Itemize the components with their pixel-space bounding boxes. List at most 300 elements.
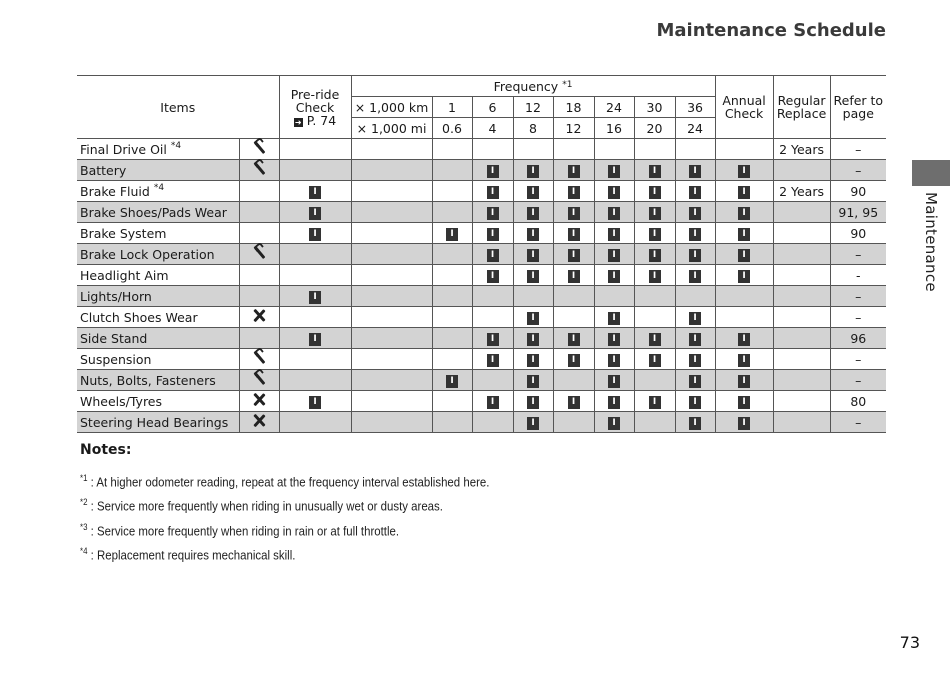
table-row bbox=[77, 265, 886, 286]
frequency-cell bbox=[472, 160, 513, 181]
frequency-cell bbox=[553, 349, 594, 370]
preride-header-line1: Pre-ride bbox=[290, 86, 340, 102]
inspect-mark-icon: I bbox=[527, 375, 539, 388]
inspect-mark-icon: I bbox=[649, 354, 661, 367]
frequency-cell bbox=[594, 412, 634, 433]
frequency-cell bbox=[513, 223, 553, 244]
inspect-mark-icon: I bbox=[608, 249, 620, 262]
frequency-cell bbox=[432, 286, 472, 307]
preride-cell bbox=[279, 328, 351, 349]
annual-check-cell bbox=[715, 181, 773, 202]
frequency-cell bbox=[472, 307, 513, 328]
inspect-mark-icon: I bbox=[309, 228, 321, 241]
frequency-cell bbox=[594, 223, 634, 244]
frequency-cell bbox=[675, 286, 715, 307]
refer-page-cell: 80 bbox=[830, 391, 886, 412]
frequency-cell bbox=[594, 139, 634, 160]
inspect-mark-icon: I bbox=[649, 396, 661, 409]
frequency-cell bbox=[553, 202, 594, 223]
frequency-cell bbox=[594, 349, 634, 370]
frequency-cell bbox=[675, 307, 715, 328]
frequency-cell bbox=[634, 223, 675, 244]
frequency-cell bbox=[634, 328, 675, 349]
frequency-cell bbox=[472, 328, 513, 349]
annual-check-cell bbox=[715, 202, 773, 223]
section-label: Maintenance bbox=[922, 192, 940, 292]
refer-page-cell: – bbox=[830, 349, 886, 370]
item-note-mark: *4 bbox=[153, 182, 165, 193]
item-name: Steering Head Bearings bbox=[77, 412, 239, 433]
unit-spacer-cell bbox=[351, 160, 432, 181]
skill-icon-cell bbox=[239, 412, 279, 433]
skill-icon-cell bbox=[239, 139, 279, 160]
inspect-mark-icon: I bbox=[738, 186, 750, 199]
frequency-cell bbox=[675, 139, 715, 160]
notes-list bbox=[80, 468, 489, 565]
frequency-cell bbox=[675, 349, 715, 370]
regular-replace-cell bbox=[773, 328, 830, 349]
frequency-cell bbox=[634, 286, 675, 307]
item-name: Brake Shoes/Pads Wear bbox=[77, 202, 239, 223]
frequency-cell bbox=[513, 139, 553, 160]
regular-replace-cell bbox=[773, 265, 830, 286]
inspect-mark-icon: I bbox=[608, 333, 620, 346]
unit-spacer-cell bbox=[351, 265, 432, 286]
inspect-mark-icon: I bbox=[568, 354, 580, 367]
inspect-mark-icon: I bbox=[649, 270, 661, 283]
regular-replace-cell bbox=[773, 307, 830, 328]
table-row bbox=[77, 223, 886, 244]
mi-interval-header: 0.6 bbox=[432, 118, 472, 139]
annual-check-cell bbox=[715, 244, 773, 265]
note-line: $^{*3}$ : Service more frequently when riding in rain or at full throttle. bbox=[80, 521, 400, 538]
page-number: 73 bbox=[899, 633, 920, 652]
frequency-cell bbox=[675, 391, 715, 412]
inspect-mark-icon: I bbox=[689, 354, 701, 367]
frequency-cell bbox=[472, 265, 513, 286]
frequency-cell bbox=[513, 307, 553, 328]
inspect-mark-icon: I bbox=[487, 249, 499, 262]
table-row bbox=[77, 181, 886, 202]
inspect-mark-icon: I bbox=[689, 270, 701, 283]
refer-page-cell: – bbox=[830, 160, 886, 181]
km-interval-header: 12 bbox=[513, 97, 553, 118]
item-name: Nuts, Bolts, Fasteners bbox=[77, 370, 239, 391]
table-row bbox=[77, 391, 886, 412]
frequency-cell bbox=[675, 412, 715, 433]
mi-interval-header: 12 bbox=[553, 118, 594, 139]
frequency-cell bbox=[432, 307, 472, 328]
note-line: $^{*4}$ : Replacement requires mechanical skill. bbox=[80, 545, 296, 563]
inspect-mark-icon: I bbox=[527, 354, 539, 367]
inspect-mark-icon: I bbox=[738, 417, 750, 430]
frequency-cell bbox=[634, 181, 675, 202]
inspect-mark-icon: I bbox=[527, 207, 539, 220]
regular-replace-cell bbox=[773, 370, 830, 391]
regular-replace-cell bbox=[773, 349, 830, 370]
frequency-cell bbox=[634, 265, 675, 286]
frequency-cell bbox=[675, 223, 715, 244]
frequency-cell bbox=[513, 286, 553, 307]
mi-interval-header: 24 bbox=[675, 118, 715, 139]
frequency-cell bbox=[553, 265, 594, 286]
frequency-cell bbox=[675, 181, 715, 202]
notes-title: Notes: bbox=[80, 442, 132, 458]
inspect-mark-icon: I bbox=[527, 312, 539, 325]
mi-interval-header: 16 bbox=[594, 118, 634, 139]
maintenance-schedule-table bbox=[77, 75, 886, 433]
km-interval-header: 36 bbox=[675, 97, 715, 118]
skill-icon-cell bbox=[239, 223, 279, 244]
inspect-mark-icon: I bbox=[527, 228, 539, 241]
table-row bbox=[77, 139, 886, 160]
crossed-tools-icon bbox=[252, 392, 266, 406]
regular-replace-cell bbox=[773, 412, 830, 433]
skill-icon-cell bbox=[239, 244, 279, 265]
frequency-cell bbox=[634, 349, 675, 370]
frequency-header: Frequency $^{*1}$ bbox=[351, 76, 715, 97]
frequency-cell bbox=[553, 328, 594, 349]
inspect-mark-icon: I bbox=[738, 228, 750, 241]
inspect-mark-icon: I bbox=[649, 207, 661, 220]
inspect-mark-icon: I bbox=[738, 333, 750, 346]
unit-spacer-cell bbox=[351, 370, 432, 391]
frequency-cell bbox=[513, 160, 553, 181]
inspect-mark-icon: I bbox=[608, 375, 620, 388]
inspect-mark-icon: I bbox=[568, 165, 580, 178]
inspect-mark-icon: I bbox=[649, 186, 661, 199]
unit-spacer-cell bbox=[351, 181, 432, 202]
skill-icon-cell bbox=[239, 307, 279, 328]
inspect-mark-icon: I bbox=[309, 186, 321, 199]
frequency-cell bbox=[432, 244, 472, 265]
frequency-cell bbox=[594, 328, 634, 349]
frequency-cell bbox=[432, 202, 472, 223]
frequency-cell bbox=[472, 349, 513, 370]
frequency-cell bbox=[675, 244, 715, 265]
inspect-mark-icon: I bbox=[309, 333, 321, 346]
skill-icon-cell bbox=[239, 328, 279, 349]
refer-page-cell: – bbox=[830, 244, 886, 265]
inspect-mark-icon: I bbox=[649, 333, 661, 346]
inspect-mark-icon: I bbox=[689, 417, 701, 430]
inspect-mark-icon: I bbox=[487, 228, 499, 241]
annual-check-cell bbox=[715, 349, 773, 370]
preride-cell bbox=[279, 286, 351, 307]
annual-check-cell bbox=[715, 412, 773, 433]
item-name: Clutch Shoes Wear bbox=[77, 307, 239, 328]
refer-page-cell: 90 bbox=[830, 181, 886, 202]
inspect-mark-icon: I bbox=[446, 375, 458, 388]
item-name: Brake System bbox=[77, 223, 239, 244]
frequency-cell bbox=[513, 265, 553, 286]
km-interval-header: 18 bbox=[553, 97, 594, 118]
km-interval-header: 6 bbox=[472, 97, 513, 118]
mi-interval-header: 8 bbox=[513, 118, 553, 139]
preride-header-line2: Check bbox=[295, 99, 335, 115]
frequency-cell bbox=[472, 181, 513, 202]
skill-icon-cell bbox=[239, 181, 279, 202]
frequency-cell bbox=[472, 391, 513, 412]
inspect-mark-icon: I bbox=[689, 396, 701, 409]
item-name: Lights/Horn bbox=[77, 286, 239, 307]
inspect-mark-icon: I bbox=[689, 165, 701, 178]
frequency-cell bbox=[513, 412, 553, 433]
preride-cell bbox=[279, 223, 351, 244]
inspect-mark-icon: I bbox=[608, 396, 620, 409]
annual-check-cell bbox=[715, 328, 773, 349]
table-row bbox=[77, 412, 886, 433]
inspect-mark-icon: I bbox=[689, 207, 701, 220]
mi-interval-header: 20 bbox=[634, 118, 675, 139]
frequency-cell bbox=[513, 202, 553, 223]
frequency-cell bbox=[594, 307, 634, 328]
inspect-mark-icon: I bbox=[487, 270, 499, 283]
refer-page-cell: 90 bbox=[830, 223, 886, 244]
frequency-cell bbox=[553, 223, 594, 244]
preride-cell bbox=[279, 139, 351, 160]
frequency-cell bbox=[432, 139, 472, 160]
frequency-cell bbox=[513, 391, 553, 412]
frequency-cell bbox=[513, 328, 553, 349]
inspect-mark-icon: I bbox=[689, 333, 701, 346]
unit-spacer-cell bbox=[351, 412, 432, 433]
inspect-mark-icon: I bbox=[527, 333, 539, 346]
frequency-cell bbox=[472, 286, 513, 307]
preride-cell bbox=[279, 181, 351, 202]
annual-check-cell bbox=[715, 139, 773, 160]
inspect-mark-icon: I bbox=[568, 333, 580, 346]
inspect-mark-icon: I bbox=[649, 165, 661, 178]
note-line: $^{*1}$ : At higher odometer reading, repeat at the frequency interval established here. bbox=[80, 473, 490, 490]
frequency-cell bbox=[553, 286, 594, 307]
frequency-cell bbox=[634, 370, 675, 391]
refer-page-cell: 91, 95 bbox=[830, 202, 886, 223]
frequency-cell bbox=[634, 202, 675, 223]
page-title: Maintenance Schedule bbox=[656, 20, 886, 41]
frequency-cell bbox=[634, 139, 675, 160]
wrench-icon bbox=[252, 140, 266, 154]
frequency-cell bbox=[594, 181, 634, 202]
item-name: Headlight Aim bbox=[77, 265, 239, 286]
preride-page-ref[interactable]: P. 74 bbox=[306, 112, 337, 128]
frequency-cell bbox=[513, 370, 553, 391]
unit-spacer-cell bbox=[351, 202, 432, 223]
items-header: Items bbox=[77, 76, 279, 139]
section-tab bbox=[912, 160, 950, 186]
frequency-note-mark: *1 bbox=[562, 79, 573, 90]
table-row bbox=[77, 307, 886, 328]
annual-check-cell bbox=[715, 286, 773, 307]
inspect-mark-icon: I bbox=[608, 417, 620, 430]
table-row bbox=[77, 286, 886, 307]
refer-page-cell: – bbox=[830, 139, 886, 160]
inspect-mark-icon: I bbox=[309, 207, 321, 220]
preride-cell bbox=[279, 160, 351, 181]
frequency-cell bbox=[594, 370, 634, 391]
inspect-mark-icon: I bbox=[608, 186, 620, 199]
skill-icon-cell bbox=[239, 370, 279, 391]
frequency-cell bbox=[432, 391, 472, 412]
unit-spacer-cell bbox=[351, 286, 432, 307]
refer-page-header: Refer to page bbox=[830, 76, 886, 139]
skill-icon-cell bbox=[239, 391, 279, 412]
inspect-mark-icon: I bbox=[608, 354, 620, 367]
skill-icon-cell bbox=[239, 349, 279, 370]
frequency-cell bbox=[594, 202, 634, 223]
regular-replace-cell: 2 Years bbox=[773, 139, 830, 160]
frequency-cell bbox=[432, 349, 472, 370]
frequency-cell bbox=[432, 265, 472, 286]
item-name: Brake Lock Operation bbox=[77, 244, 239, 265]
inspect-mark-icon: I bbox=[568, 186, 580, 199]
frequency-cell bbox=[634, 244, 675, 265]
inspect-mark-icon: I bbox=[487, 165, 499, 178]
table-row bbox=[77, 370, 886, 391]
preride-cell bbox=[279, 412, 351, 433]
frequency-cell bbox=[553, 181, 594, 202]
frequency-cell bbox=[553, 412, 594, 433]
inspect-mark-icon: I bbox=[446, 228, 458, 241]
regular-replace-cell bbox=[773, 202, 830, 223]
inspect-mark-icon: I bbox=[689, 228, 701, 241]
frequency-cell bbox=[553, 139, 594, 160]
annual-check-cell bbox=[715, 160, 773, 181]
unit-spacer-cell bbox=[351, 328, 432, 349]
wrench-icon bbox=[252, 161, 266, 175]
wrench-icon bbox=[252, 245, 266, 259]
inspect-mark-icon: I bbox=[487, 186, 499, 199]
inspect-mark-icon: I bbox=[568, 249, 580, 262]
inspect-mark-icon: I bbox=[527, 396, 539, 409]
frequency-cell bbox=[553, 391, 594, 412]
mi-unit-header: × 1,000 mi bbox=[351, 118, 432, 139]
frequency-cell bbox=[675, 202, 715, 223]
inspect-mark-icon: I bbox=[527, 186, 539, 199]
frequency-cell bbox=[553, 244, 594, 265]
item-name: Brake Fluid $^{*4}$ bbox=[77, 181, 239, 202]
regular-replace-cell bbox=[773, 286, 830, 307]
refer-page-cell: – bbox=[830, 307, 886, 328]
crossed-tools-icon bbox=[252, 413, 266, 427]
regular-replace-cell bbox=[773, 223, 830, 244]
regular-replace-cell: 2 Years bbox=[773, 181, 830, 202]
table-row bbox=[77, 244, 886, 265]
frequency-cell bbox=[594, 265, 634, 286]
km-interval-header: 24 bbox=[594, 97, 634, 118]
frequency-cell bbox=[513, 244, 553, 265]
inspect-mark-icon: I bbox=[487, 333, 499, 346]
inspect-mark-icon: I bbox=[487, 354, 499, 367]
frequency-cell bbox=[472, 202, 513, 223]
km-interval-header: 1 bbox=[432, 97, 472, 118]
inspect-mark-icon: I bbox=[738, 375, 750, 388]
annual-check-cell bbox=[715, 223, 773, 244]
preride-cell bbox=[279, 370, 351, 391]
inspect-mark-icon: I bbox=[309, 291, 321, 304]
item-note-mark: *4 bbox=[170, 140, 182, 151]
unit-spacer-cell bbox=[351, 349, 432, 370]
item-name: Wheels/Tyres bbox=[77, 391, 239, 412]
frequency-cell bbox=[634, 307, 675, 328]
frequency-cell bbox=[634, 160, 675, 181]
km-unit-header: × 1,000 km bbox=[351, 97, 432, 118]
unit-spacer-cell bbox=[351, 391, 432, 412]
annual-check-cell bbox=[715, 391, 773, 412]
frequency-cell bbox=[594, 244, 634, 265]
preride-cell bbox=[279, 202, 351, 223]
page-ref-arrow-icon: ➜ bbox=[294, 117, 302, 127]
item-name: Final Drive Oil $^{*4}$ bbox=[77, 139, 239, 160]
unit-spacer-cell bbox=[351, 139, 432, 160]
frequency-cell bbox=[472, 139, 513, 160]
regular-replace-header: Regular Replace bbox=[773, 76, 830, 139]
inspect-mark-icon: I bbox=[738, 165, 750, 178]
km-interval-header: 30 bbox=[634, 97, 675, 118]
mi-interval-header: 4 bbox=[472, 118, 513, 139]
refer-page-cell: – bbox=[830, 286, 886, 307]
wrench-icon bbox=[252, 371, 266, 385]
inspect-mark-icon: I bbox=[568, 270, 580, 283]
table-row bbox=[77, 202, 886, 223]
frequency-cell bbox=[675, 370, 715, 391]
refer-page-cell: 96 bbox=[830, 328, 886, 349]
inspect-mark-icon: I bbox=[568, 396, 580, 409]
annual-check-cell bbox=[715, 265, 773, 286]
frequency-cell bbox=[594, 391, 634, 412]
crossed-tools-icon bbox=[252, 308, 266, 322]
refer-page-cell: – bbox=[830, 412, 886, 433]
item-name: Battery bbox=[77, 160, 239, 181]
skill-icon-cell bbox=[239, 286, 279, 307]
frequency-cell bbox=[472, 412, 513, 433]
preride-cell bbox=[279, 391, 351, 412]
item-name: Suspension bbox=[77, 349, 239, 370]
frequency-cell bbox=[472, 244, 513, 265]
frequency-cell bbox=[513, 181, 553, 202]
inspect-mark-icon: I bbox=[608, 270, 620, 283]
inspect-mark-icon: I bbox=[689, 249, 701, 262]
wrench-icon bbox=[252, 350, 266, 364]
inspect-mark-icon: I bbox=[309, 396, 321, 409]
frequency-cell bbox=[675, 160, 715, 181]
frequency-cell bbox=[432, 328, 472, 349]
frequency-cell bbox=[553, 160, 594, 181]
frequency-cell bbox=[553, 307, 594, 328]
inspect-mark-icon: I bbox=[738, 249, 750, 262]
inspect-mark-icon: I bbox=[527, 417, 539, 430]
regular-replace-cell bbox=[773, 160, 830, 181]
item-name: Side Stand bbox=[77, 328, 239, 349]
inspect-mark-icon: I bbox=[649, 249, 661, 262]
inspect-mark-icon: I bbox=[738, 396, 750, 409]
annual-check-cell bbox=[715, 307, 773, 328]
table-row bbox=[77, 160, 886, 181]
preride-cell bbox=[279, 244, 351, 265]
inspect-mark-icon: I bbox=[568, 228, 580, 241]
annual-check-cell bbox=[715, 370, 773, 391]
regular-replace-cell bbox=[773, 244, 830, 265]
inspect-mark-icon: I bbox=[649, 228, 661, 241]
preride-cell bbox=[279, 349, 351, 370]
frequency-cell bbox=[594, 160, 634, 181]
frequency-cell bbox=[634, 391, 675, 412]
inspect-mark-icon: I bbox=[738, 207, 750, 220]
inspect-mark-icon: I bbox=[608, 228, 620, 241]
inspect-mark-icon: I bbox=[608, 165, 620, 178]
inspect-mark-icon: I bbox=[487, 207, 499, 220]
skill-icon-cell bbox=[239, 160, 279, 181]
